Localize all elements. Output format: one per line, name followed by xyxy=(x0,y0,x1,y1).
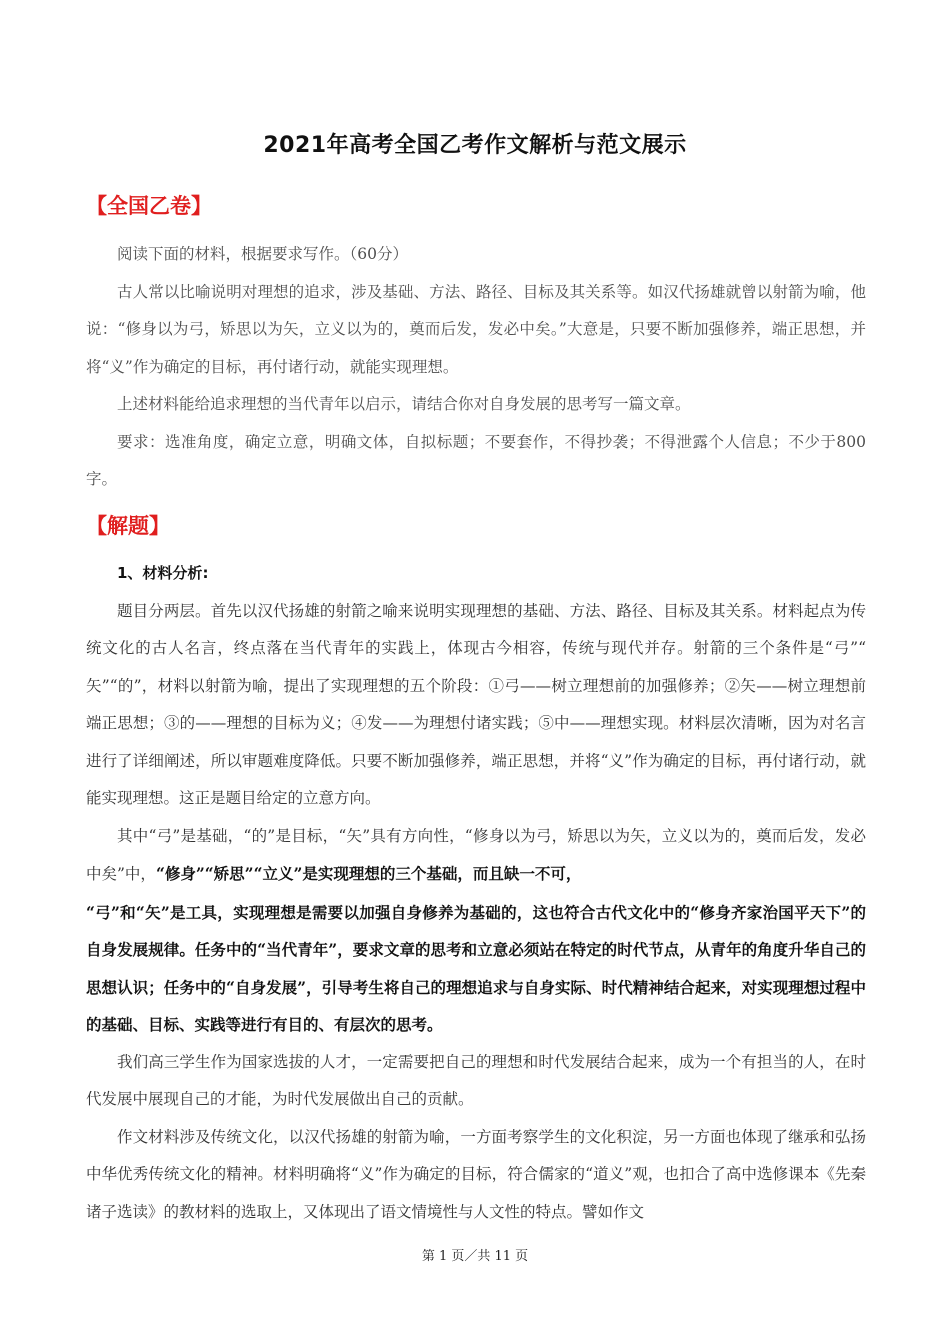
analysis-paragraph: 题目分两层。首先以汉代扬雄的射箭之喻来说明实现理想的基础、方法、路径、目标及其关系。材料起点为传统文化的古人名言，终点落在当代青年的实践上，体现古今相容，传统与现代并存。射箭的三个条件是“弓”“ 矢”“的”，材料以射箭为喻，提出了实现理想的五个阶段：①弓——树立理想前的加强修养；②矢——树立理想前端正思想；③的——理想的目标为义；④发——为理想付诸实践；⑤中——理想实现。材料层次清晰，因为对名言进行了详细阐述，所以审题难度降低。只要不断加强修养，端正思想，并将“义”作为确定的目标，再付诸行动，就能实现理想。这正是题目给定的立意方向。 xyxy=(86,601,866,807)
section-heading-analysis: 【解题】 xyxy=(86,514,170,538)
exam-prompt xyxy=(86,236,866,499)
analysis-body xyxy=(86,555,866,1231)
exam-paragraph: 阅读下面的材料，根据要求写作。（60分） xyxy=(117,245,408,263)
analysis-bold-text: “修身”“矫思”“立义”是实现理想的三个基础，而且缺一不可， xyxy=(155,864,582,883)
analysis-paragraph-mixed xyxy=(86,818,866,894)
section-heading-exam: 【全国乙卷】 xyxy=(86,194,212,218)
exam-paragraph: 上述材料能给追求理想的当代青年以启示，请结合你对自身发展的思考写一篇文章。 xyxy=(117,395,691,413)
analysis-bold-paragraph: “弓”和“矢”是工具，实现理想是需要以加强自身修养为基础的，这也符合古代文化中的“修身齐家治国平天下”的自身发展规律。任务中的“当代青年”，要求文章的思考和立意必须站在特定的时代节点，从青年的角度升华自己的思想认识；任务中的“自身发展”，引导考生将自己的理想追求与自身实际、时代精神结合起来，对实现理想过程中的基础、目标、实践等进行有目的、有层次的思考。 xyxy=(86,902,866,1034)
exam-paragraph: 要求：选准角度，确定立意，明确文体，自拟标题；不要套作，不得抄袭；不得泄露个人信息；不少于800字。 xyxy=(86,432,866,488)
document-title: 2021年高考全国乙考作文解析与范文展示 xyxy=(263,133,687,158)
exam-paragraph: 古人常以比喻说明对理想的追求，涉及基础、方法、路径、目标及其关系等。如汉代扬雄就曾以射箭为喻，他说：“修身以为弓，矫思以为矢，立义以为的，奠而后发，发必中矣。”大意是，只要不断加强修养，端正思想，并将“义”作为确定的目标，再付诸行动，就能实现理想。 xyxy=(86,282,866,376)
analysis-text: 其中“弓”是基础，“的”是目标，“矢”具有方向性，“修身以为弓，矫思以为矢，立义以为的，奠而后发，发必中矣”中， xyxy=(86,826,866,883)
analysis-paragraph: 我们高三学生作为国家选拔的人才，一定需要把自己的理想和时代发展结合起来，成为一个有担当的人，在时代发展中展现自己的才能，为时代发展做出自己的贡献。 xyxy=(86,1052,866,1108)
analysis-subheading: 1、材料分析: xyxy=(117,564,209,582)
page-number-footer: 第 1 页／共 11 页 xyxy=(421,1249,529,1264)
analysis-paragraph: 作文材料涉及传统文化，以汉代扬雄的射箭为喻，一方面考察学生的文化积淀，另一方面也体现了继承和弘扬中华优秀传统文化的精神。材料明确将“义”作为确定的目标，符合儒家的“道义”观，也扣合了高中选修课本《先秦诸子选读》的教材料的选取上，又体现出了语文情境性与人文性的特点。譬如作文 xyxy=(86,1127,866,1221)
